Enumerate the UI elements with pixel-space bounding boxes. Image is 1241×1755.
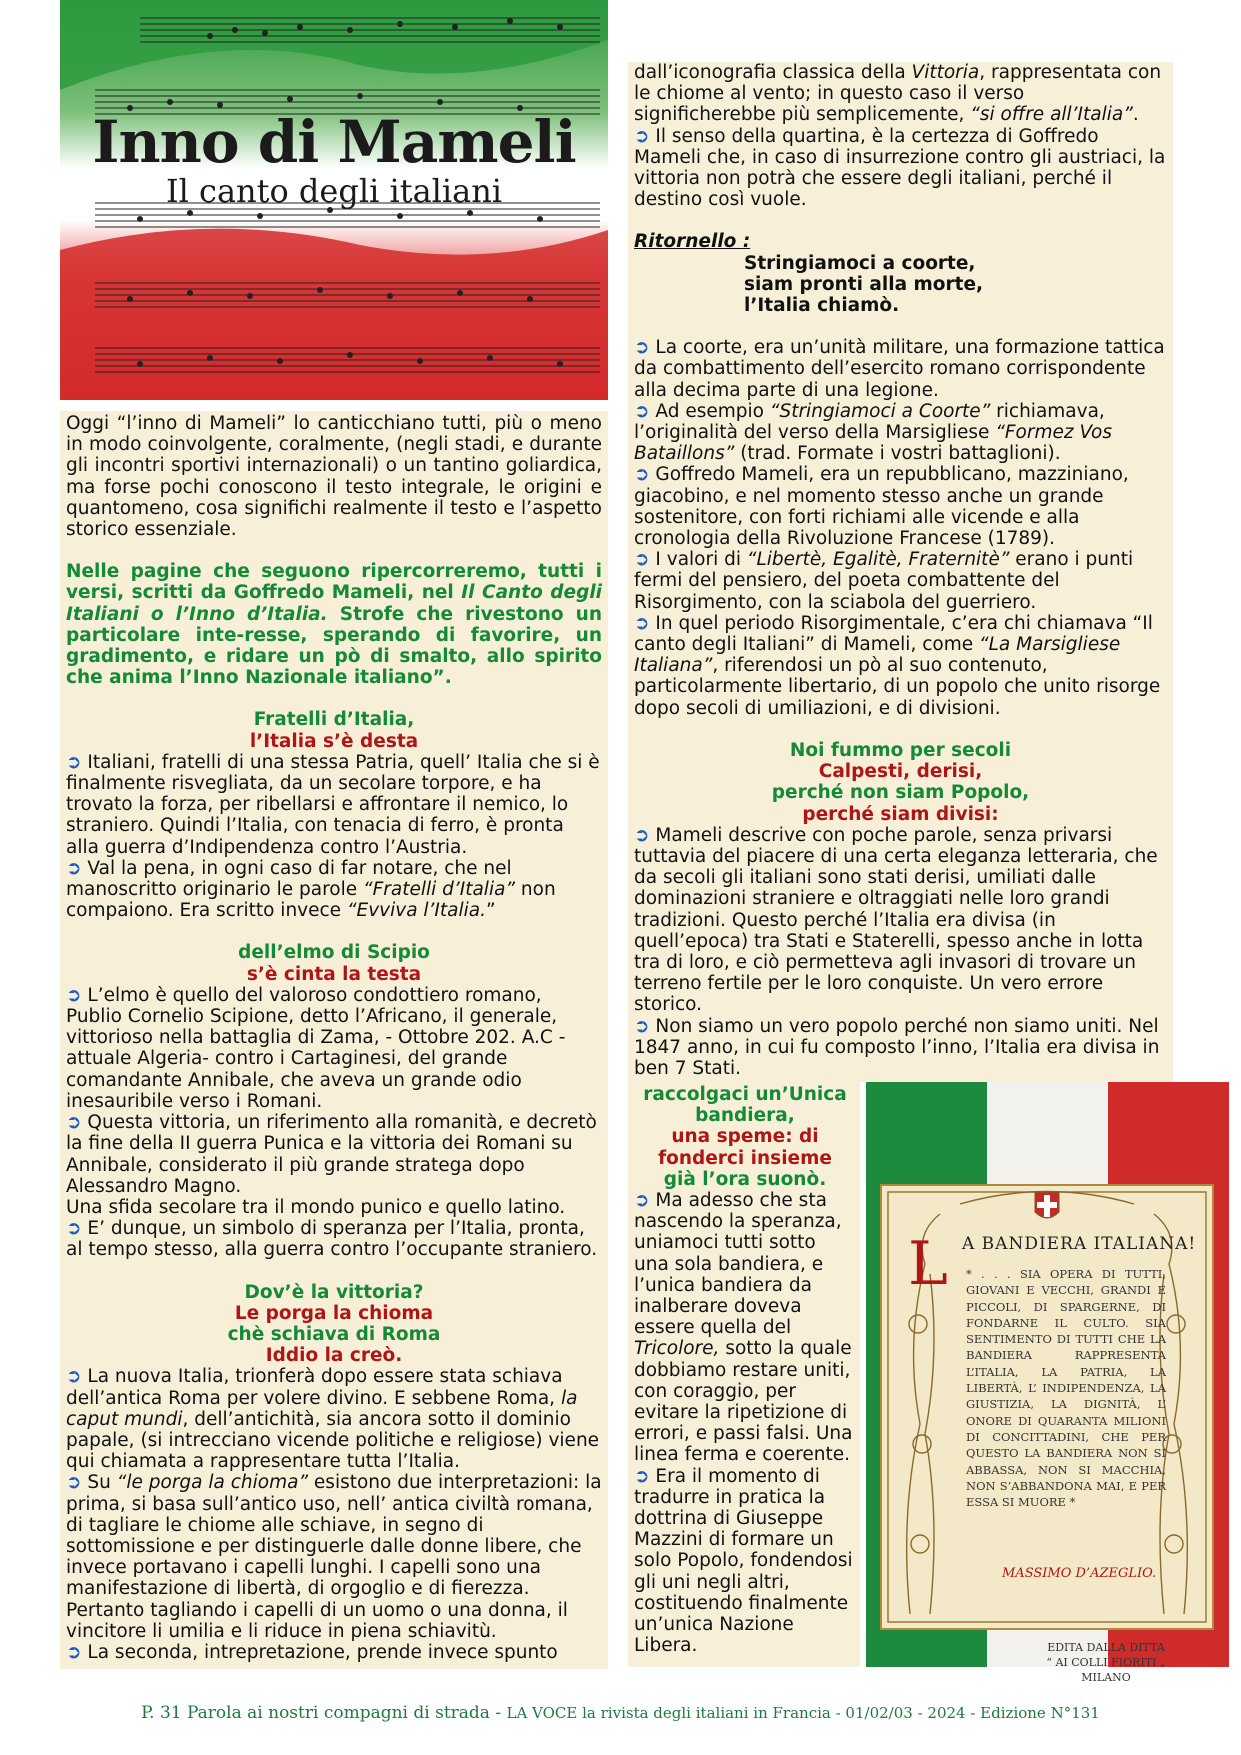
verse-red: l’Italia s’è desta: [249, 730, 419, 752]
paragraph: ➲ Ma adesso che sta nascendo la speranza, uniamoci tutti sotto una sola bandiera, e l’unica bandiera da inalberare doveva essere quella del Tricolore, sotto la quale dobbiamo restare uniti, con coraggio, per evitare la ripetizione di errori, e passi falsi. Una linea ferma e coerente.: [634, 1190, 853, 1466]
poster-initial: L: [908, 1229, 948, 1299]
refrain-line: siam pronti alla morte,: [744, 273, 984, 295]
right-arrow-icon: ➲: [66, 1366, 82, 1388]
verse-green: Noi fummo per secoli: [789, 739, 1012, 761]
right-column: [628, 62, 1173, 1082]
right-arrow-icon: ➲: [634, 1465, 650, 1487]
paragraph: ➲ La coorte, era un’unità militare, una formazione tattica da combattimento dell’esercito romano corrispondente alla decima parte di una legione.: [634, 337, 1165, 401]
verse-green: bandiera,: [695, 1105, 795, 1127]
right-arrow-icon: ➲: [634, 125, 650, 147]
paragraph: ➲ Non siamo un vero popolo perché non siamo uniti. Nel 1847 anno, in cui fu composto l’inno, l’Italia era divisa in ben 7 Stati.: [634, 1015, 1160, 1079]
right-arrow-icon: ➲: [634, 549, 650, 571]
left-column: [60, 411, 608, 1669]
verse-green: dell’elmo di Scipio: [238, 942, 430, 964]
verse-red: perché siam divisi:: [802, 803, 999, 825]
right-arrow-icon: ➲: [634, 612, 650, 634]
right-narrow-column: [628, 1082, 860, 1667]
flag-poster: [866, 1082, 1229, 1684]
refrain-line: Stringiamoci a coorte,: [744, 252, 976, 274]
right-arrow-icon: ➲: [634, 824, 650, 846]
paragraph: ➲ Goffredo Mameli, era un repubblicano, mazziniano, giacobino, e nel momento stesso anche un grande sostenitore, con forti richiami alle vicende e alla cronologia della Rivoluzione Francese (1789).: [634, 464, 1129, 550]
paragraph: ➲ Questa vittoria, un riferimento alla romanità, e decretò la fine della II guerra Punica e la vittoria dei Romani su Annibale, considerato il più grande stratega dopo Alessandro Magno.: [66, 1112, 597, 1197]
right-arrow-icon: ➲: [634, 1015, 650, 1037]
paragraph: ➲ Il senso della quartina, è la certezza di Goffredo Mameli che, in caso di insurrezione contro gli austriaci, la vittoria non potrà che essere degli italiani, perché il destino così vuole.: [634, 125, 1166, 211]
paragraph: ➲ Ad esempio “Stringiamoci a Coorte” richiamava, l’originalità del verso della Marsigliese “Formez Vos Bataillons” (trad. Formate i vostri battaglioni).: [634, 400, 1112, 465]
paragraph: ➲ La nuova Italia, trionferà dopo essere stata schiava dell’antica Roma per volere divino. E sebbene Roma, la caput mundi, dell’antichità, sia ancora sotto il dominio papale, (si intrecciano vicende politiche e religiose) viene qui chiamata a rappresentare tutta l’Italia.: [66, 1366, 600, 1473]
green-intro: Nelle pagine che seguono ripercorreremo, tutti i versi, scritti da Goffredo Mameli, nel Il Canto degli Italiani o l’Inno d’Italia. Strofe che rivestono un particolare inte-resse, sperando di favorire, un gradimento, e ridare un pò di smalto, allo spirito che anima l’Inno Nazionale italiano”.: [66, 561, 602, 689]
intro-paragraph: Oggi “l’inno di Mameli” lo canticchiano tutti, più o meno in modo coinvolgente, coralmente, (negli stadi, e durante gli incontri sportivi internazionali) o un tantino goliardica, ma forse pochi conoscono il testo integrale, le origini e quantomeno, cosa significhi realmente il testo e l’aspetto storico essenziale.: [66, 413, 602, 541]
page-footer: P. 31 Parola ai nostri compagni di strada - LA VOCE la rivista degli italiani in Francia - 01/02/03 - 2024 - Edizione N°131: [141, 1703, 1100, 1723]
header-subtitle: Il canto degli italiani: [165, 172, 503, 210]
verse-green: Fratelli d’Italia,: [253, 709, 415, 731]
right-arrow-icon: ➲: [66, 1112, 82, 1134]
header-title: Inno di Mameli: [92, 108, 576, 176]
right-arrow-icon: ➲: [634, 337, 650, 359]
right-arrow-icon: ➲: [66, 984, 82, 1006]
ritornello-label: Ritornello :: [634, 231, 751, 253]
verse-green: Dov’è la vittoria?: [244, 1281, 424, 1303]
paragraph: Una sfida secolare tra il mondo punico e quello latino.: [66, 1196, 566, 1218]
paragraph: ➲ Italiani, fratelli di una stessa Patria, quell’ Italia che si è finalmente risvegliata, da un secolare torpore, e ha trovato la forza, per ribellarsi e affrontare il nemico, lo straniero. Quindi l’Italia, con tenacia di ferro, è pronta alla guerra d’Indipendenza contro l’Austria.: [66, 751, 600, 858]
paragraph: ➲ I valori di “Libertè, Egalitè, Fraternitè” erano i punti fermi del pensiero, del poeta combattente del Risorgimento, con la sciabola del guerriero.: [634, 549, 1134, 613]
right-arrow-icon: ➲: [634, 1190, 650, 1212]
right-arrow-icon: ➲: [66, 1472, 82, 1494]
verse-red: Calpesti, derisi,: [818, 761, 983, 783]
verse-green: chè schiava di Roma: [227, 1323, 441, 1345]
verse-green: perché non siam Popolo,: [771, 782, 1030, 804]
verse-red: Le porga la chioma: [234, 1302, 434, 1324]
poster-signature: MASSIMO D’AZEGLIO.: [1002, 1566, 1157, 1581]
paragraph: ➲ Su “le porga la chioma” esistono due interpretazioni: la prima, si basa sull’antico uso, nell’ antica civiltà romana, di tagliare le chiome alle schiave, in segno di sottomissione e per distinguerle dalle donne libere, che invece portavano i capelli lunghi. I capelli sono una manifestazione di libertà, di orgoglio e di fierezza. Pertanto tagliando i capelli di un uomo o una donna, il vincitore li umilia e li riduce in piena schiavitù.: [66, 1472, 602, 1642]
paragraph: ➲ Era il momento di tradurre in pratica la dottrina di Giuseppe Mazzini di formare un solo Popolo, fondendosi gli uni negli altri, costituendo finalmente un’unica Nazione Libera.: [634, 1465, 853, 1657]
shield-cross-icon: [1035, 1192, 1059, 1218]
right-arrow-icon: ➲: [634, 464, 650, 486]
paragraph: ➲ La seconda, intrepretazione, prende invece spunto: [66, 1641, 558, 1663]
paragraph: dall’iconografia classica della Vittoria, rappresentata con le chiome al vento; in questo caso il verso significherebbe più semplicemente, “si offre all’Italia”.: [634, 62, 1162, 126]
paragraph: ➲ Val la pena, in ogni caso di far notare, che nel manoscritto originario le parole “Fratelli d’Italia” non compaiono. Era scritto invece “Evviva l’Italia.”: [66, 857, 556, 922]
poster-panel: [880, 1184, 1214, 1630]
right-arrow-icon: ➲: [66, 857, 82, 879]
right-arrow-icon: ➲: [66, 1641, 82, 1663]
right-arrow-icon: ➲: [66, 1218, 82, 1240]
poster-quote: * . . . SIA OPERA DI TUTTI, GIOVANI E VECCHI, GRANDI E PICCOLI, DI SPARGERNE, DI FONDARNE IL CULTO. SIA SENTIMENTO DI TUTTI CHE LA BANDIERA RAPPRESENTA L’ITALIA, LA PATRIA, LA LIBERTÀ, L’ INDIPENDENZA, LA GIUSTIZIA, LA DIGNITÀ, L’ ONORE DI QUARANTA MILIONI DI CONCITTADINI, CHE PER QUESTO LA BANDIERA NON SI ABBASSA, NON SI MACCHIA, NON S’ABBANDONA MAI, E PER ESSA SI MUORE *: [966, 1267, 1166, 1510]
header-image: [60, 0, 608, 400]
paragraph: ➲ In quel periodo Risorgimentale, c’era chi chiamava “Il canto degli Italiani” di Mameli, come “La Marsigliese Italiana”, riferendosi un pò al suo contenuto, particolarmente libertario, di un popolo che unito risorge dopo secoli di umiliazioni, e di divisioni.: [634, 612, 1161, 719]
paragraph: ➲ Mameli descrive con poche parole, senza privarsi tuttavia del piacere di una certa eleganza letteraria, che da secoli gli italiani sono stati derisi, umiliati dalle dominazioni straniere e oltraggiati nelle loro grandi tradizioni. Questo perché l’Italia era divisa (in quell’epoca) tra Stati e Staterelli, spesso anche in lotta tra di loro, e ciò permetteva agli invasori di trovare un terreno fertile per le loro conquiste. Un vero errore storico.: [634, 824, 1158, 1016]
poster-caption: EDITA DALLA DITTA “ AI COLLI FIORITI „ MILANO: [1046, 1641, 1166, 1684]
verse-green: già l’ora suonò.: [663, 1168, 827, 1190]
paragraph: ➲ E’ dunque, un simbolo di speranza per l’Italia, pronta, al tempo stesso, alla guerra contro l’occupante straniero.: [66, 1218, 598, 1261]
verse-red: una speme: di: [671, 1126, 819, 1148]
poster-heading: A BANDIERA ITALIANA!: [962, 1234, 1197, 1254]
right-arrow-icon: ➲: [66, 751, 82, 773]
refrain-line: l’Italia chiamò.: [744, 295, 900, 317]
verse-red: s’è cinta la testa: [246, 963, 422, 985]
verse-red: Iddio la creò.: [265, 1345, 403, 1367]
right-arrow-icon: ➲: [634, 400, 650, 422]
verse-green: raccolgaci un’Unica: [643, 1084, 847, 1105]
verse-red: fonderci insieme: [658, 1147, 832, 1169]
paragraph: ➲ L’elmo è quello del valoroso condottiero romano, Publio Cornelio Scipione, detto l’Africano, il generale, vittorioso nella battaglia di Zama, - Ottobre 202. A.C - attuale Algeria- contro i Cartaginesi, del grande comandante Annibale, che aveva un grande odio inesauribile verso i Romani.: [66, 984, 566, 1112]
